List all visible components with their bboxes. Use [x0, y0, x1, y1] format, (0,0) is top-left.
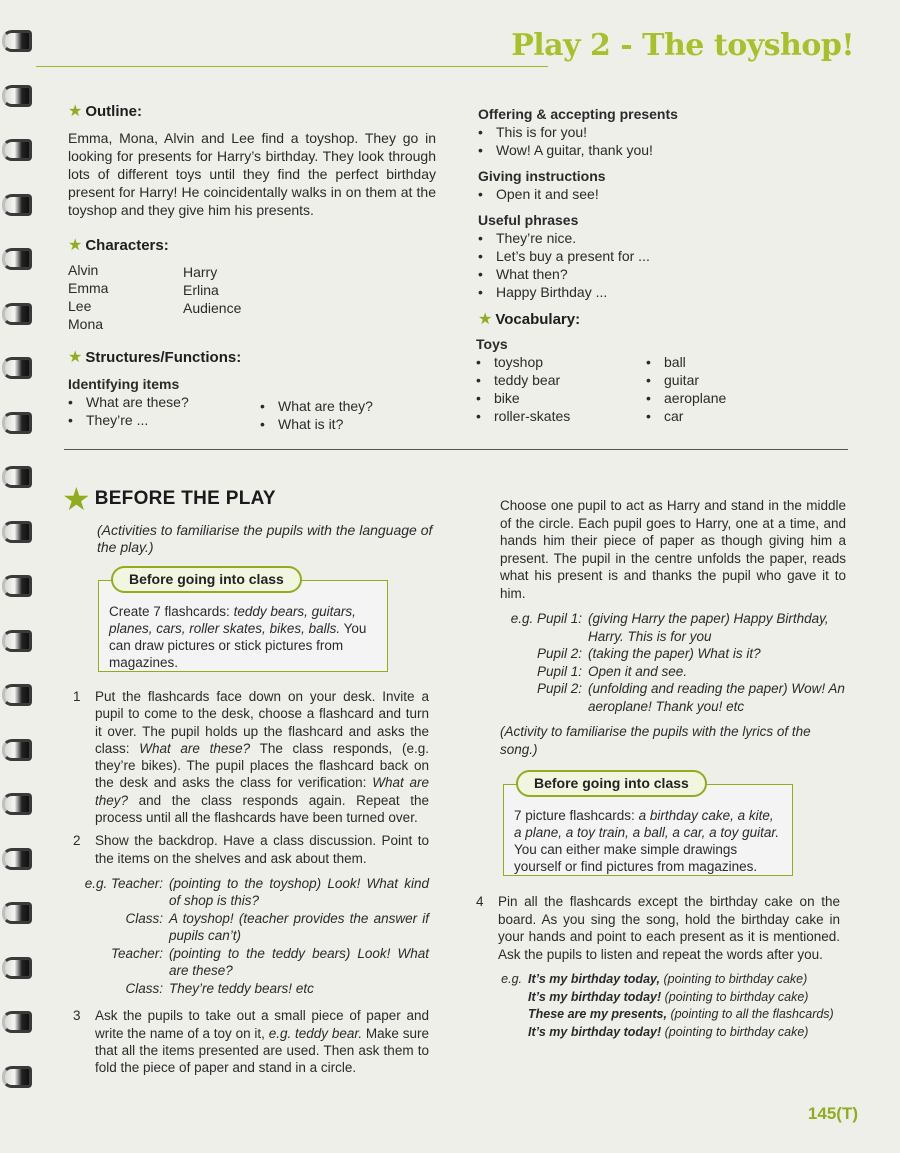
before-intro: (Activities to familiarise the pupils with the language of the play.): [97, 522, 433, 555]
character: Alvin: [68, 262, 99, 278]
speaker: e.g. Pupil 1:: [510, 611, 582, 626]
step-4-block: [476, 893, 840, 1041]
before-heading: [62, 483, 276, 515]
useful-heading: Useful phrases: [478, 212, 579, 228]
dialogue-2: [500, 610, 846, 715]
before-title: BEFORE THE PLAY: [94, 488, 276, 509]
list-item: • car: [636, 407, 726, 425]
dialogue-line: A toyshop! (teacher provides the answer if pupils can’t): [169, 910, 429, 944]
header-rule: [36, 66, 548, 67]
lyric: These are my presents,: [528, 1007, 667, 1021]
list-item: • What are they?: [250, 397, 373, 415]
star-icon: ★: [62, 481, 91, 517]
spiral-ring: [2, 412, 32, 434]
dialogue-line: (unfolding and reading the paper) Wow! An aeroplane! Thank you! etc: [588, 681, 845, 714]
spiral-binding: [0, 30, 34, 1130]
step-text: Ask the pupils to take out a small piece of paper and write the name of a toy on it,: [95, 1008, 429, 1041]
spiral-ring: [2, 575, 32, 597]
step-text: Show the backdrop. Have a class discussion. Point to the items on the shelves and ask about them.: [95, 833, 429, 866]
left-top-column: [68, 103, 436, 433]
step-text: The class responds, (e.g. they’re bikes). The pupil places the flashcard back on the desk and asks the class for verification:: [95, 740, 429, 791]
vocabulary-heading: ★ Vocabulary:: [478, 311, 581, 328]
spiral-ring: [2, 248, 32, 270]
speaker: Pupil 1:: [536, 663, 582, 679]
step-text-italic: What are these?: [139, 740, 251, 756]
dialogue-line: Open it and see.: [588, 663, 688, 679]
box-text: Create 7 flashcards:: [109, 604, 234, 619]
step-3: [73, 1007, 429, 1076]
spiral-ring: [2, 848, 32, 870]
step-text: Pin all the flashcards except the birthday cake on the board. As you sing the song, hold the birthday cake in your hands and point to each present as it is mentioned. Ask the pupils to listen and repeat the words after you.: [498, 894, 840, 962]
box-text-italic: teddy bears, guitars, planes, cars, roller skates, bikes, balls.: [109, 604, 356, 636]
step-text-italic: e.g. teddy bear.: [268, 1025, 363, 1041]
dialogue-line: (taking the paper) What is it?: [588, 646, 761, 661]
speaker: Pupil 2:: [536, 681, 582, 696]
song-line: [528, 971, 834, 989]
list-item: • Wow! A guitar, thank you!: [468, 141, 858, 159]
dialogue-line: (pointing to the teddy bears) Look! What are these?: [169, 945, 429, 979]
star-icon: ★: [68, 237, 83, 254]
lyric-note: (pointing to birthday cake): [661, 1024, 809, 1039]
list-item: • What then?: [468, 265, 858, 283]
list-item: • bike: [466, 389, 636, 407]
page-number: 145(T): [807, 1104, 858, 1123]
list-item: • They’re ...: [58, 411, 250, 429]
step-number: 3: [73, 1008, 81, 1024]
step-number: 1: [73, 689, 81, 704]
outline-heading: ★ Outline:: [68, 103, 143, 120]
dialogue-line: (giving Harry the paper) Happy Birthday, Harry. This is for you: [588, 611, 829, 644]
step-text: Make sure that all the items presented are used. Then ask them to fold the piece of paper and stand in a circle.: [95, 1025, 429, 1076]
box-before-class-1: [98, 571, 388, 672]
vocabulary-list: [478, 353, 858, 425]
star-icon: ★: [478, 311, 493, 328]
spiral-ring: [2, 85, 32, 107]
structures-heading: ★ Structures/Functions:: [68, 349, 242, 366]
dialogue-1: [73, 875, 429, 998]
step-text: Put the flashcards face down on your desk. Invite a pupil to come to the desk, choose a flashcard and turn it over. The pupil holds up the flashcard and asks the class:: [95, 689, 429, 756]
before-right-column: [500, 497, 846, 758]
giving-heading: Giving instructions: [478, 168, 606, 184]
spiral-ring: [2, 139, 32, 161]
star-icon: ★: [68, 103, 83, 120]
lyric-note: (pointing to birthday cake): [659, 972, 808, 986]
list-item: • aeroplane: [636, 389, 726, 407]
spiral-ring: [2, 194, 32, 216]
box-before-class-2: [503, 775, 793, 876]
speaker: Class:: [125, 910, 163, 926]
characters-list: [68, 261, 436, 333]
character: Erlina: [183, 282, 219, 298]
spiral-ring: [2, 739, 32, 761]
step-1: [73, 688, 429, 826]
dialogue-line: They’re teddy bears! etc: [169, 980, 314, 996]
vocabulary-sub: Toys: [476, 336, 508, 352]
step-number: 2: [73, 833, 81, 849]
list-item: • toyshop: [466, 353, 636, 371]
spiral-ring: [2, 902, 32, 924]
character: Emma: [68, 280, 109, 296]
right-top-column: [478, 101, 858, 425]
character: Audience: [183, 300, 242, 316]
step-4: [476, 893, 840, 963]
activity-note: (Activity to familiarise the pupils with the lyrics of the song.): [500, 724, 811, 757]
list-item: • Let’s buy a present for ...: [468, 247, 858, 265]
spiral-ring: [2, 1011, 32, 1033]
step-text-italic: What are they?: [95, 775, 429, 808]
list-item: • Happy Birthday ...: [468, 283, 858, 301]
box-text-italic: a birthday cake, a kite, a plane, a toy train, a ball, a car, a toy guitar.: [514, 808, 780, 840]
spiral-ring: [2, 957, 32, 979]
list-item: • This is for you!: [468, 123, 858, 141]
outline-text: Emma, Mona, Alvin and Lee find a toyshop. They go in looking for presents for Harry’s birthday. They look through lots of different toys until they find the perfect birthday present for Harry! He coincidentally walks in on them at the toyshop and they give him his presents.: [68, 130, 436, 218]
list-item: • roller-skates: [466, 407, 636, 425]
step-2: [73, 832, 429, 867]
spiral-ring: [2, 793, 32, 815]
song-lines: [476, 971, 840, 1041]
structures-sub: Identifying items: [68, 376, 180, 392]
list-item: • They’re nice.: [468, 229, 858, 247]
song-line: [528, 1006, 834, 1024]
speaker: Pupil 2:: [536, 646, 582, 661]
spiral-ring: [2, 466, 32, 488]
speaker: Class:: [125, 980, 163, 996]
list-item: • guitar: [636, 371, 726, 389]
song-line: [528, 989, 834, 1007]
character: Lee: [68, 298, 92, 314]
box-text: 7 picture flashcards:: [514, 808, 639, 823]
dialogue-line: (pointing to the toyshop) Look! What kind of shop is this?: [169, 875, 429, 909]
spiral-ring: [2, 684, 32, 706]
speaker: Teacher:: [110, 945, 163, 961]
lyric: It’s my birthday today!: [528, 1024, 662, 1039]
structures-list: [68, 393, 436, 433]
eg-label: e.g.: [501, 972, 522, 986]
characters-heading: ★ Characters:: [68, 237, 169, 254]
character: Mona: [68, 316, 104, 332]
lyric-note: (pointing to birthday cake): [661, 989, 809, 1004]
star-icon: ★: [68, 349, 83, 366]
song-line: [528, 1024, 834, 1042]
list-item: • teddy bear: [466, 371, 636, 389]
box-text: You can either make simple drawings yourself or find pictures from magazines.: [514, 842, 758, 874]
lyric-note: (pointing to all the flashcards): [666, 1007, 834, 1021]
character: Harry: [183, 264, 218, 280]
list-item: • Open it and see!: [468, 185, 858, 203]
spiral-ring: [2, 1066, 32, 1088]
list-item: • ball: [636, 353, 726, 371]
offering-heading: Offering & accepting presents: [478, 106, 678, 122]
spiral-ring: [2, 30, 32, 52]
spiral-ring: [2, 357, 32, 379]
spiral-ring: [2, 303, 32, 325]
spiral-ring: [2, 521, 32, 543]
section-divider: [64, 449, 848, 450]
list-item: • What are these?: [58, 393, 250, 411]
step-text: and the class responds again. Repeat the process until all the flashcards have been turned over.: [95, 792, 429, 826]
list-item: • What is it?: [250, 415, 373, 433]
song-lyrics: [528, 971, 834, 1041]
box-label: Before going into class: [111, 566, 302, 593]
speaker: e.g. Teacher:: [84, 875, 163, 891]
lyric: It’s my birthday today!: [528, 989, 662, 1004]
step-number: 4: [476, 894, 484, 909]
page-title: Play 2 - The toyshop!: [511, 28, 854, 63]
box-label: Before going into class: [516, 770, 707, 797]
box-text: You can draw pictures or stick pictures from magazines.: [109, 621, 367, 670]
before-left-steps: [73, 688, 429, 1077]
lyric: It’s my birthday today,: [528, 972, 660, 986]
spiral-ring: [2, 630, 32, 652]
right-paragraph: Choose one pupil to act as Harry and stand in the middle of the circle. Each pupil goes to Harry, one at a time, and hands him their piece of paper as though giving him a present. The pupil in the centre unfolds the paper, reads what his present is and thanks the pupil who gave it to him.: [500, 498, 846, 601]
